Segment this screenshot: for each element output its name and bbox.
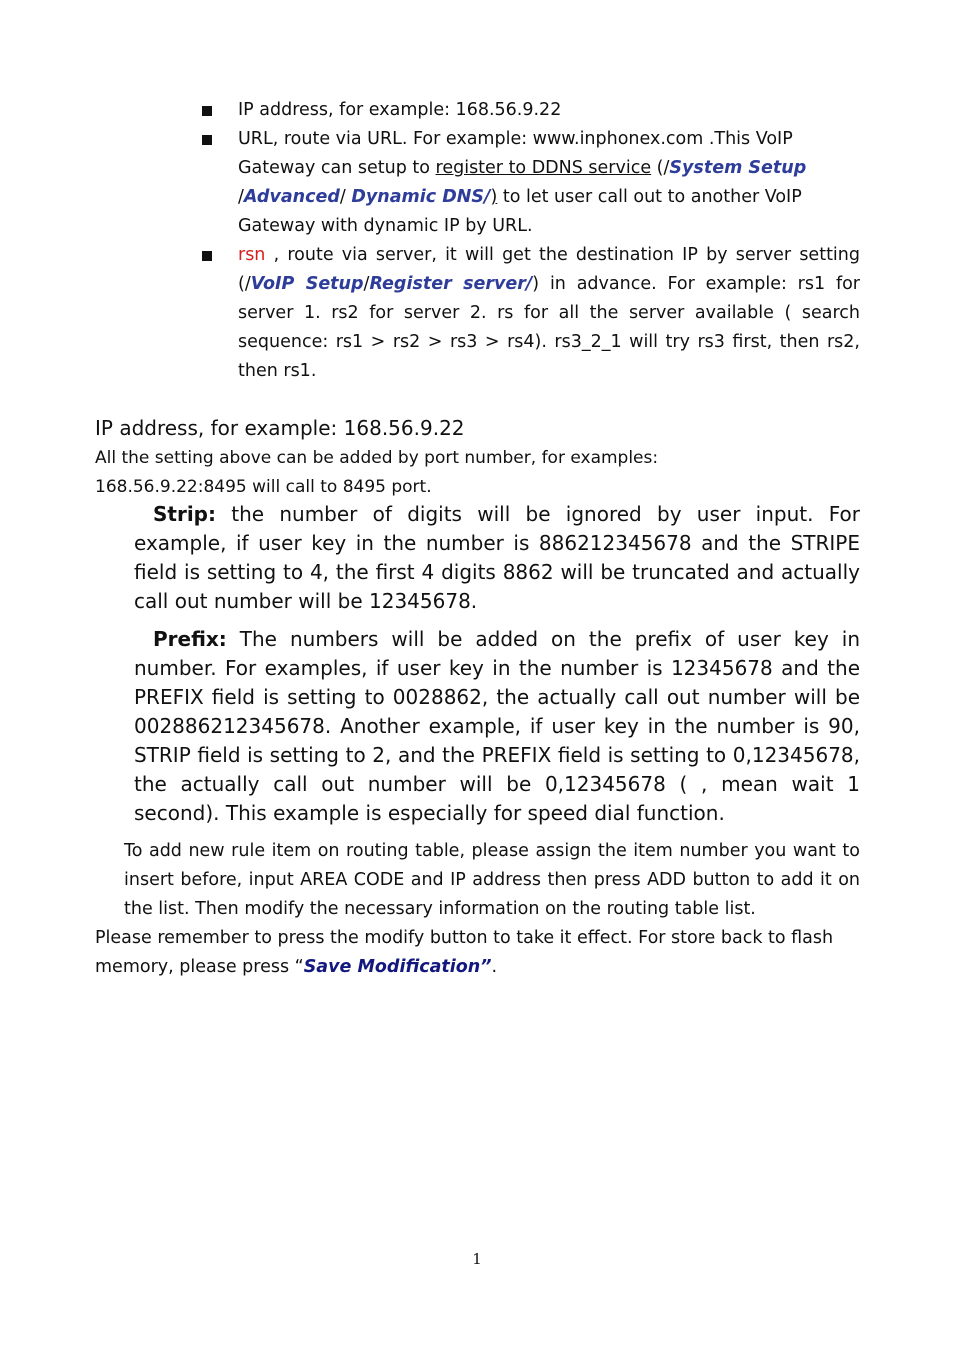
add-rule-paragraph: To add new rule item on routing table, please assign the item number you want to insert before, input AREA CODE and IP address then press ADD button to add it on the list. Then modify the necessary information on the routing table list.	[124, 841, 860, 919]
list-item-rsn	[200, 241, 860, 386]
nav-register-server: Register server/	[369, 274, 533, 294]
strip-label: Strip:	[153, 502, 216, 526]
square-bullet-icon	[202, 106, 212, 116]
port-line-2: 168.56.9.22:8495 will call to 8495 port.	[95, 477, 432, 497]
list-item-url	[200, 125, 860, 241]
nav-separator: /	[339, 187, 352, 207]
nav-voip-setup: VoIP Setup	[250, 274, 364, 294]
square-bullet-icon	[202, 251, 212, 261]
remember-paragraph	[95, 924, 860, 982]
ddns-service-link[interactable]: register to DDNS service	[435, 158, 652, 178]
url-close-paren: )	[490, 187, 498, 207]
nav-advanced: Advanced	[243, 187, 340, 207]
url-text-paren: (/	[651, 158, 670, 178]
ip-example-text: IP address, for example: 168.56.9.22	[238, 100, 562, 120]
rsn-text: , route via server, it will get the destination IP by server setting (/	[238, 245, 860, 294]
routing-options-list	[200, 96, 860, 386]
port-line-1: All the setting above can be added by port number, for examples:	[95, 448, 659, 468]
strip-description	[134, 500, 860, 616]
nav-separator: /	[363, 274, 370, 294]
remember-end: .	[491, 957, 498, 977]
url-text-end: to let user call out to another VoIP Gateway with dynamic IP by URL.	[238, 187, 802, 236]
page-number: 1	[472, 1250, 482, 1268]
rsn-text-end: ) in advance. For example: rs1 for server 1. rs2 for server 2. rs for all the server available ( search sequence: rs1 > rs2 > rs3 > rs4). rs3_2_1 will try rs3 first, then rs2, then rs1.	[238, 274, 861, 381]
rsn-keyword: rsn	[238, 245, 266, 265]
prefix-label: Prefix:	[153, 627, 227, 651]
strip-text: the number of digits will be ignored by user input. For example, if user key in the number is 886212345678 and the STRIPE field is setting to 4, the first 4 digits 8862 will be truncated and actually call out number will be 12345678.	[134, 502, 860, 613]
port-number-paragraph	[95, 444, 855, 502]
prefix-text: The numbers will be added on the prefix of user key in number. For examples, if user key in the number is 12345678 and the PREFIX field is setting to 0028862, the actually call out number will be 002886212345678. Another example, if user key in the number is 90, STRIP field is setting to 2, and the PREFIX field is setting to 0,12345678, the actually call out number will be 0,12345678 ( , mean wait 1 second). This example is especially for speed dial function.	[134, 627, 860, 825]
save-modification-label: Save Modification”	[303, 957, 492, 977]
nav-system-setup: System Setup	[669, 158, 807, 178]
square-bullet-icon	[202, 135, 212, 145]
nav-separator: /	[238, 187, 244, 207]
nav-dynamic-dns: Dynamic DNS/	[351, 187, 491, 207]
remember-text: Please remember to press the modify button to take it effect. For store back to flash memory, please press “	[95, 928, 834, 977]
url-text: URL, route via URL. For example: www.inphonex.com .This VoIP Gateway can setup to	[238, 129, 793, 178]
prefix-description	[134, 625, 860, 828]
ip-address-paragraph: IP address, for example: 168.56.9.22	[95, 416, 465, 440]
list-item-ip	[200, 96, 860, 125]
